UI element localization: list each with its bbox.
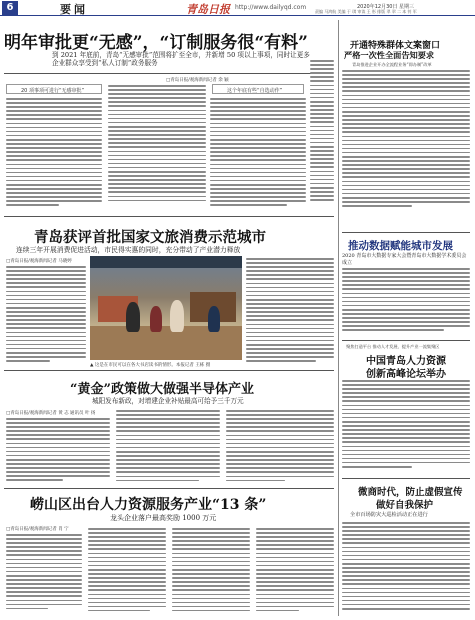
culture-byline: □青岛日报/观海新闻记者 马晓婷 [6,259,72,264]
photo-caption: ▲ 这是在市民可以在各大书店读书的情形。本报记者 王栋 摄 [90,363,211,368]
chips-col3-text [226,410,334,484]
right-top-subhead: 严格一次性全面告知要求 [344,50,435,60]
hr-headline: 崂山区出台人力资源服务产业“13 条” [30,497,267,513]
right-lower-headline: 中国青岛人力资源 [366,356,446,367]
chips-byline: □青岛日报/观海新闻记者 黄 志 通讯员 叶 扬 [6,411,96,416]
divider [4,216,334,217]
right-top-kicker: 青岛推进企业开办全流程业务“即办制”改革 [352,62,432,67]
section-name: 要闻 [60,3,88,16]
culture-col1-text [6,266,86,368]
lead-headline: 明年审批更“无感”，“订制服务很“有料” [4,33,308,53]
divider [342,340,470,341]
divider [4,73,326,74]
right-bottom-subhead: 全市百场防灾大巡检活动正在进行 [350,512,428,518]
lead-col1-text [6,98,102,213]
right-bottom-headline: 微商时代，防止虚假宣传 [358,487,463,498]
divider [4,370,334,371]
page-number: 6 [2,1,18,15]
lead-section-label-box [6,84,102,94]
issue-date: 2020年12月30日 星期三 [357,4,415,10]
lead-col2-text [108,85,206,210]
right-top-headline: 开通特殊群体文案窗口 [350,41,441,51]
right-mid-subhead: 2020 青岛市大数据专家大会暨青岛市大数据学术委员会成立 [342,253,467,266]
lead-box-title-frame [212,84,304,94]
hr-col2-text [88,528,166,616]
divider [342,478,470,479]
hr-col1-text [6,534,82,616]
divider [4,488,334,489]
hr-byline: □青岛日报/观海新闻记者 肖 宁 [6,527,69,532]
right-mid-text [342,268,470,336]
hr-subhead: 龙头企业落户最高奖励 1000 万元 [110,514,217,522]
lead-col4-text [310,60,334,210]
chips-col1-text [6,418,110,484]
right-lower-headline-2: 创新高峰论坛举办 [366,369,446,380]
hr-col3-text [172,528,250,616]
paper-logo: 青岛日报 [186,3,230,16]
culture-col3-text [246,258,334,368]
chips-headline: “黄金”政策做大做强半导体产业 [70,382,254,397]
bookstore-photo [90,256,242,360]
lead-subhead: 到 2021 年底前，青岛“无感审批”范围将扩至全市，并新增 50 项以上事项，同时让更多企业群众享受到“私人订制”政务服务 [52,51,310,67]
right-top-text [342,70,470,210]
lead-section-label: 20 项事项可进行“无感审批” [21,88,85,94]
column-divider [338,20,339,616]
culture-subhead: 连续三年开展消费促进活动，市民得实惠的同时，充分带动了产业潜力释放 [16,246,241,254]
hr-col4-text [256,528,334,616]
right-bottom-headline-2: 做好自我保护 [376,500,434,511]
divider [342,232,470,233]
lead-col3-text [210,98,306,213]
right-mid-headline: 推动数据赋能城市发展 [348,240,453,252]
right-lower-text [342,380,470,476]
lead-byline: □青岛日报/观海新闻记者 余 颖 [166,78,229,83]
lead-box-title: 这个年底有些“自选动作” [227,88,283,94]
paper-url[interactable]: http://www.dailyqd.com [235,4,307,11]
right-lower-kicker: 聚焦打造平台 推动人才发展、提升产业一流集聚区 [346,344,440,349]
chips-subhead: 城阳发布新政，对增建企业补贴最高可给予三千万元 [92,397,244,405]
chips-col2-text [116,410,220,484]
masthead [0,0,475,16]
editor-info: 责编 马鸿航 美编 于 琪 审读 王 彤 排版 翠 翠 二 本 钊 军 [315,9,417,14]
culture-headline: 青岛获评首批国家文旅消费示范城市 [34,229,266,246]
right-bottom-text [342,522,470,616]
